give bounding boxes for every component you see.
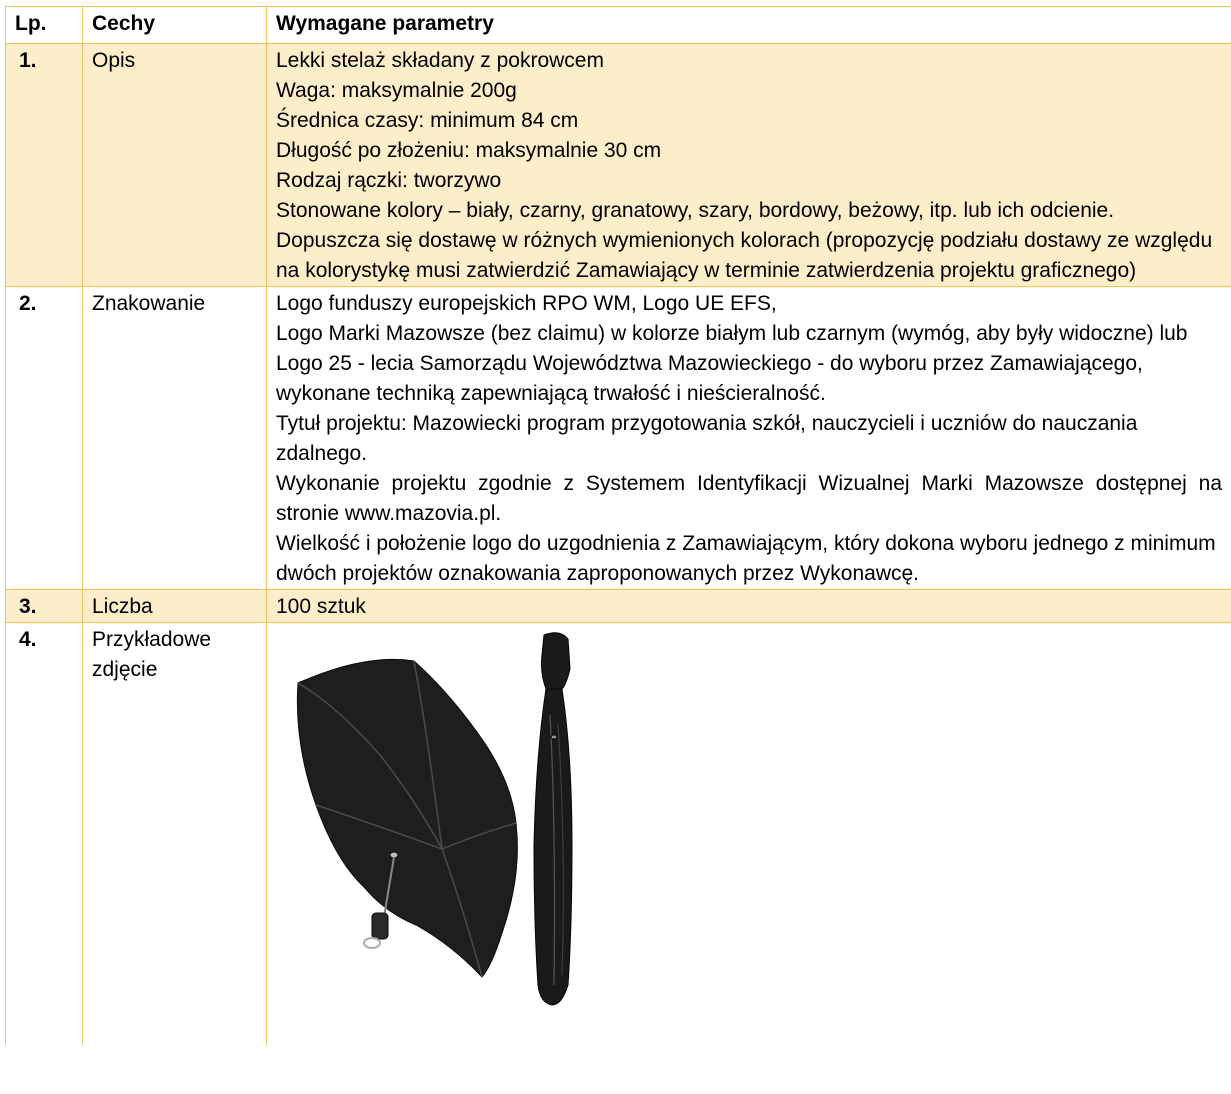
param-line: Średnica czasy: minimum 84 cm (276, 109, 579, 132)
row-image-cell (267, 623, 1231, 1046)
param-line: Stonowane kolory – biały, czarny, granatowy, szary, bordowy, beżowy, itp. lub ich odcienie. Dopuszcza się dostawę w różnych wymienionych kolorach (propozycję podziału dostawy ze względu na kolorystykę musi zatwierdzić Zamawiający w terminie zatwierdzenia projektu graficznego) (276, 199, 1213, 282)
umbrella-photo (276, 625, 696, 1045)
row-feature: Przykładowe zdjęcie (83, 623, 267, 1046)
row-feature: Liczba (83, 590, 267, 623)
param-line: Logo funduszy europejskich RPO WM, Logo UE EFS, (276, 292, 777, 315)
row-number: 1. (6, 44, 83, 287)
row-number: 3. (6, 590, 83, 623)
row-params (267, 44, 1231, 287)
requirements-table (5, 6, 1231, 1045)
param-line: Lekki stelaż składany z pokrowcem (276, 49, 604, 72)
table-row (6, 287, 1231, 590)
row-params (267, 287, 1231, 590)
param-line: Tytuł projektu: Mazowiecki program przygotowania szkół, nauczycieli i uczniów do nauczania zdalnego. (276, 412, 1138, 465)
row-feature: Opis (83, 44, 267, 287)
header-parametry: Wymagane parametry (267, 7, 1231, 44)
open-umbrella (297, 659, 517, 977)
row-feature: Znakowanie (83, 287, 267, 590)
param-line: Logo Marki Mazowsze (bez claimu) w kolorze białym lub czarnym (wymóg, aby były widoczne) lub Logo 25 - lecia Samorządu Województwa Mazowieckiego - do wyboru przez Zamawiającego, (276, 322, 1188, 375)
row-number: 2. (6, 287, 83, 590)
param-line: Wykonanie projektu zgodnie z Systemem Identyfikacji Wizualnej Marki Mazowsze dostępnej na stronie www.mazovia.pl. (276, 472, 1222, 525)
param-line: Wielkość i położenie logo do uzgodnienia z Zamawiającym, który dokona wyboru jednego z minimum dwóch projektów oznakowania zaproponowanych przez Wykonawcę. (276, 532, 1216, 585)
table-row (6, 623, 1231, 1046)
param-line: wykonane techniką zapewniającą trwałość i nieścieralność. (276, 382, 826, 405)
umbrella-icon (276, 625, 696, 1045)
table-row (6, 44, 1231, 287)
header-cechy: Cechy (83, 7, 267, 44)
row-params: 100 sztuk (267, 590, 1231, 623)
folded-umbrella (534, 633, 572, 1005)
param-line: Waga: maksymalnie 200g (276, 79, 517, 102)
param-line: Rodzaj rączki: tworzywo (276, 169, 502, 192)
header-lp: Lp. (6, 7, 83, 44)
table-header-row (6, 7, 1231, 44)
table-row (6, 590, 1231, 623)
row-number: 4. (6, 623, 83, 1046)
param-line: Długość po złożeniu: maksymalnie 30 cm (276, 139, 662, 162)
